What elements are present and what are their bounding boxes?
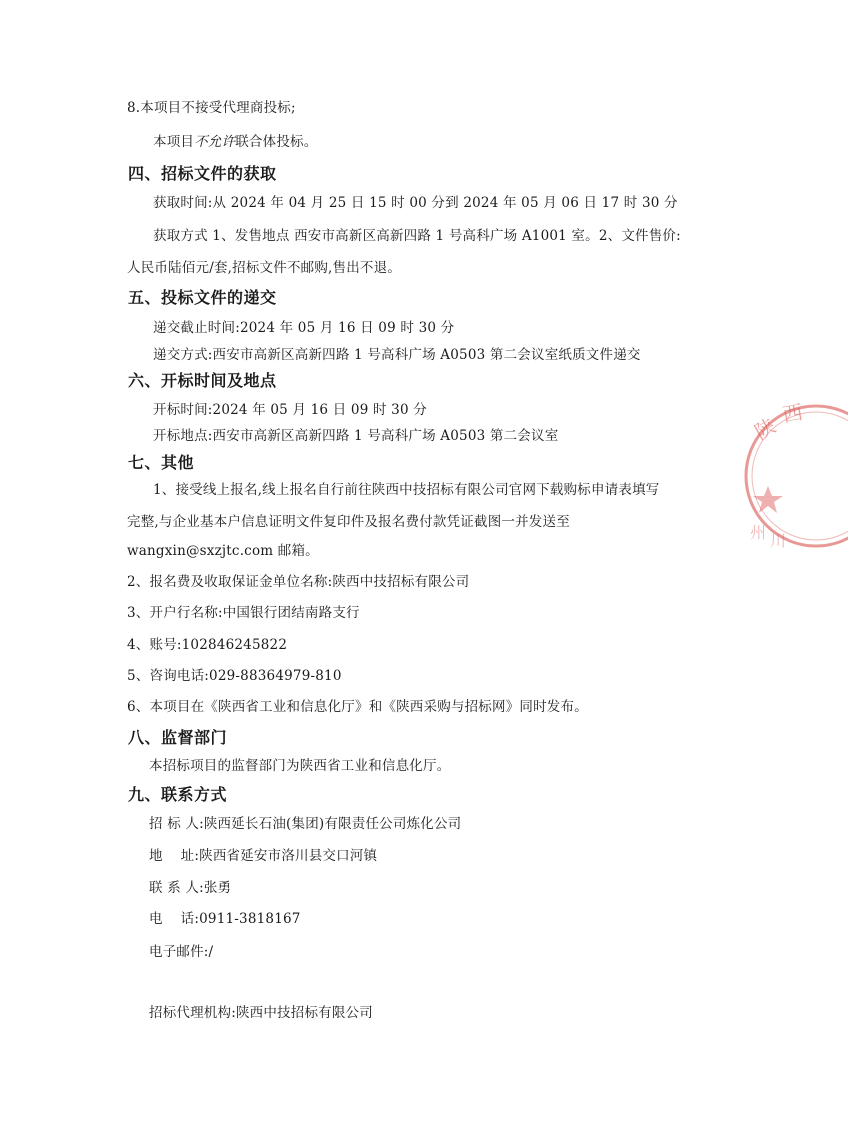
section-6-heading: 六、开标时间及地点 bbox=[128, 371, 277, 390]
s7-line-4: 2、报名费及收取保证金单位名称:陕西中技招标有限公司 bbox=[127, 574, 470, 590]
seal-graphic bbox=[738, 398, 848, 553]
svg-text:西: 西 bbox=[780, 399, 805, 427]
s8-line-1: 8.本项目不接受代理商投标; bbox=[127, 100, 296, 116]
s8-line-2-em: 不允许 bbox=[194, 134, 236, 150]
s7-line-1: 1、接受线上报名,线上报名自行前往陕西中技招标有限公司官网下载购标申请表填写 bbox=[153, 482, 660, 498]
svg-text:陕: 陕 bbox=[750, 413, 780, 445]
s8-line-2-pre: 本项目 bbox=[153, 134, 195, 150]
svg-text:川: 川 bbox=[770, 531, 787, 550]
section-9-heading: 九、联系方式 bbox=[128, 785, 228, 804]
s6-line-1: 开标时间:2024 年 05 月 16 日 09 时 30 分 bbox=[153, 402, 427, 418]
s8-line-2 bbox=[153, 132, 317, 152]
contact-email: 电子邮件:/ bbox=[149, 944, 214, 960]
contact-address: 地 址:陕西省延安市洛川县交口河镇 bbox=[149, 848, 378, 864]
s7-line-6: 4、账号:102846245822 bbox=[127, 637, 288, 653]
contact-agency: 招标代理机构:陕西中技招标有限公司 bbox=[149, 1005, 373, 1021]
s5-line-2: 递交方式:西安市高新区高新四路 1 号高科广场 A0503 第二会议室纸质文件递交 bbox=[153, 347, 641, 363]
section-7-heading: 七、其他 bbox=[128, 453, 195, 472]
svg-text:州: 州 bbox=[750, 523, 767, 542]
s5-line-1: 递交截止时间:2024 年 05 月 16 日 09 时 30 分 bbox=[153, 320, 455, 336]
s7-line-7: 5、咨询电话:029-88364979-810 bbox=[127, 668, 342, 684]
contact-phone: 电 话:0911-3818167 bbox=[149, 911, 301, 927]
contact-tenderer: 招 标 人:陕西延长石油(集团)有限责任公司炼化公司 bbox=[149, 816, 462, 832]
section-4-heading: 四、招标文件的获取 bbox=[128, 164, 277, 183]
s8h-line-1: 本招标项目的监督部门为陕西省工业和信息化厅。 bbox=[149, 758, 451, 774]
s6-line-2: 开标地点:西安市高新区高新四路 1 号高科广场 A0503 第二会议室 bbox=[153, 428, 559, 444]
s7-line-2: 完整,与企业基本户信息证明文件复印件及报名费付款凭证截图一并发送至 bbox=[127, 514, 570, 530]
s7-line-8: 6、本项目在《陕西省工业和信息化厅》和《陕西采购与招标网》同时发布。 bbox=[127, 699, 588, 715]
s4-line-1: 获取时间:从 2024 年 04 月 25 日 15 时 00 分到 2024 年 05 月 06 日 17 时 30 分 bbox=[153, 195, 678, 211]
s8-line-2-post: 联合体投标。 bbox=[235, 134, 318, 150]
section-5-heading: 五、投标文件的递交 bbox=[128, 288, 277, 307]
red-seal-stamp bbox=[738, 398, 848, 553]
contact-person: 联 系 人:张勇 bbox=[149, 880, 232, 896]
section-8-heading: 八、监督部门 bbox=[128, 728, 228, 747]
s7-line-5: 3、开户行名称:中国银行团结南路支行 bbox=[127, 605, 360, 621]
s4-line-3: 人民币陆佰元/套,招标文件不邮购,售出不退。 bbox=[127, 260, 402, 276]
s4-line-2: 获取方式 1、发售地点 西安市高新区高新四路 1 号高科广场 A1001 室。2、文件售价: bbox=[153, 228, 681, 244]
s7-line-3: wangxin@sxzjtc.com 邮箱。 bbox=[127, 543, 319, 559]
